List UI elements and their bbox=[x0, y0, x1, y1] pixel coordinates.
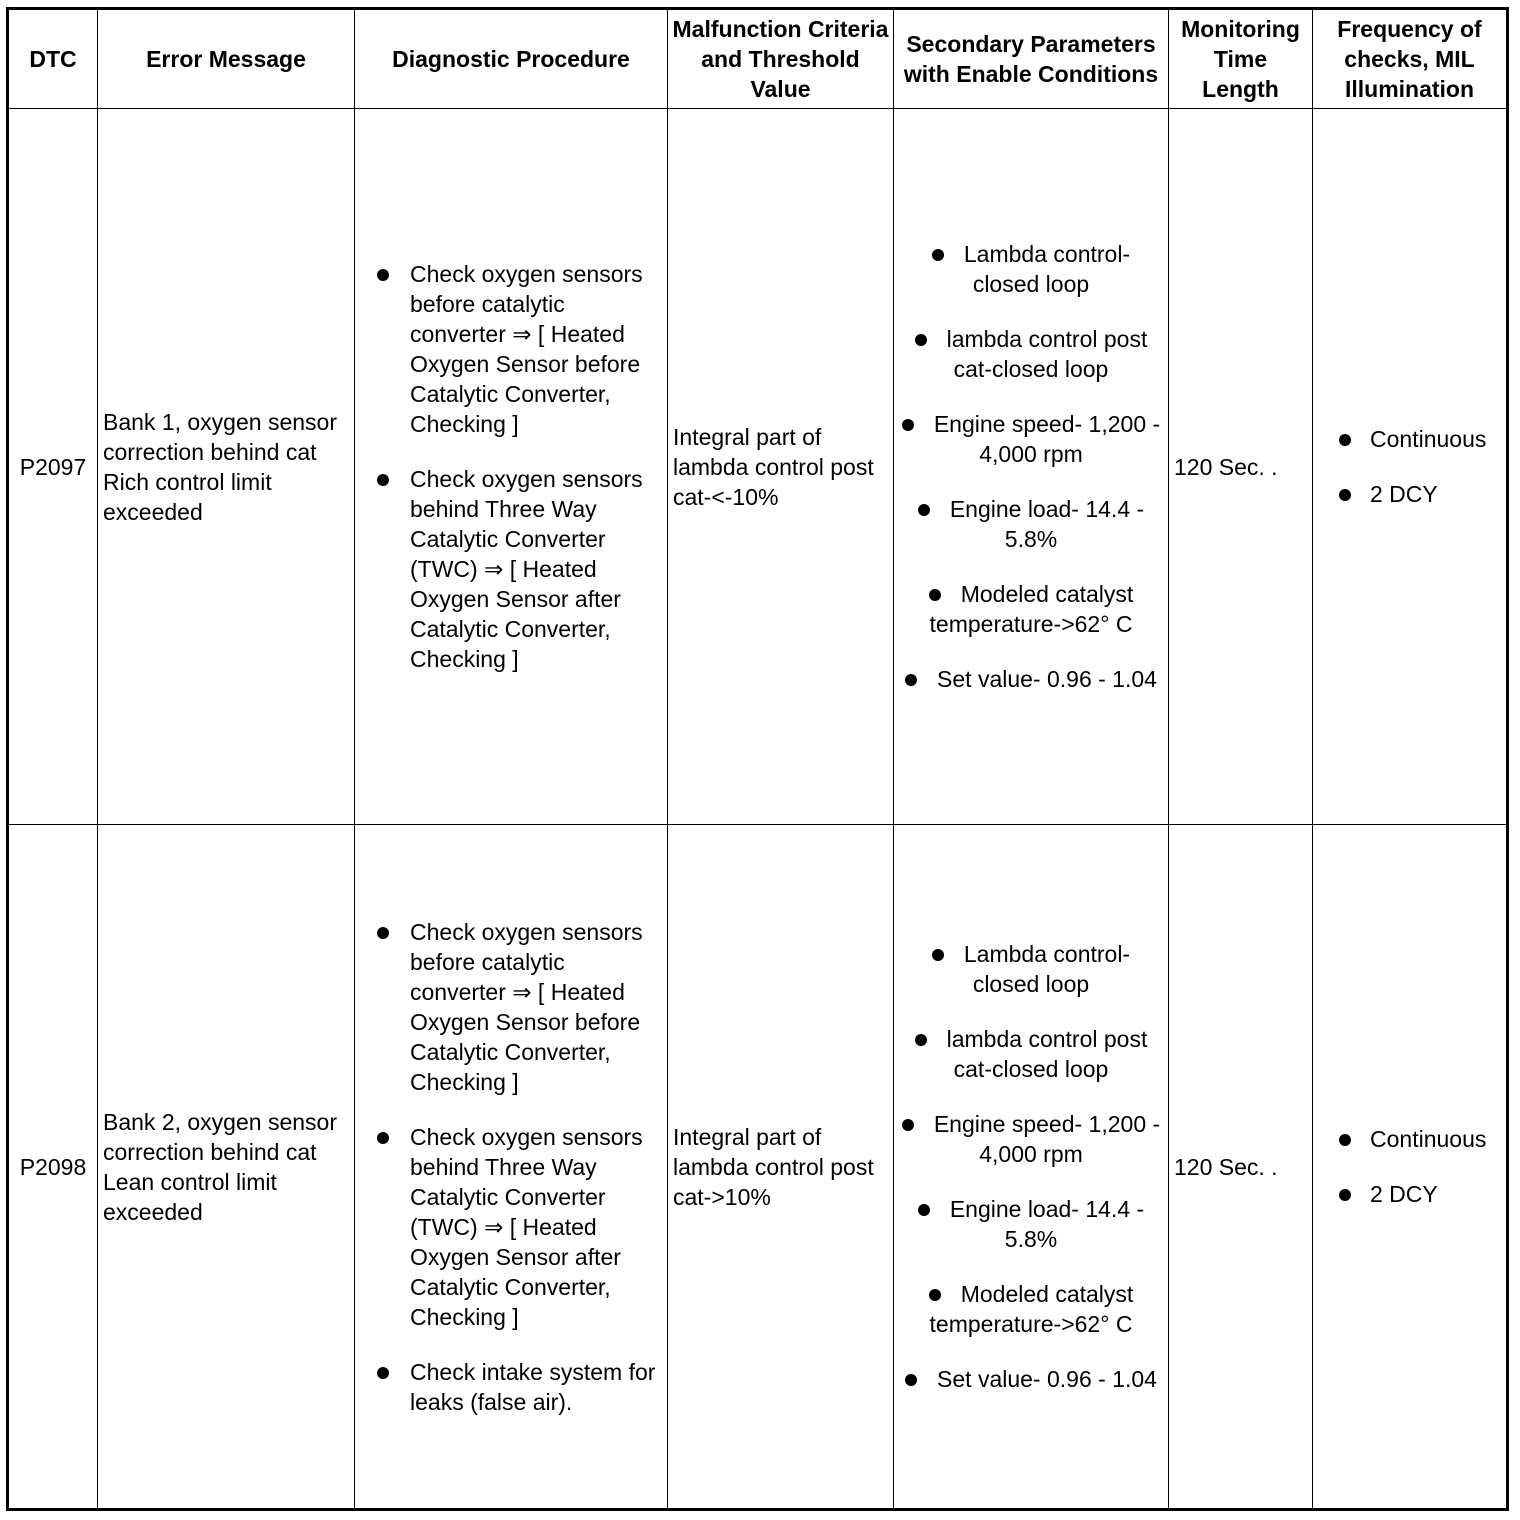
parameter-item: Engine load- 14.4 - 5.8% bbox=[899, 494, 1163, 554]
secondary-parameters bbox=[894, 109, 1169, 825]
frequency-list bbox=[1318, 424, 1501, 509]
header-monitoring-time: Monitoring Time Length bbox=[1169, 9, 1313, 109]
procedure-item: Check oxygen sensors behind Three Way Catalytic Converter (TWC) ⇒ [ Heated Oxygen Sensor after Catalytic Converter, Checking ] bbox=[410, 1122, 662, 1332]
procedure-item: Check oxygen sensors behind Three Way Catalytic Converter (TWC) ⇒ [ Heated Oxygen Sensor after Catalytic Converter, Checking ] bbox=[410, 464, 662, 674]
table-row bbox=[8, 109, 1508, 825]
parameter-item: lambda control post cat-closed loop bbox=[899, 1024, 1163, 1084]
header-diagnostic-procedure: Diagnostic Procedure bbox=[355, 9, 668, 109]
monitoring-time: 120 Sec. . bbox=[1169, 825, 1313, 1510]
procedure-list bbox=[360, 259, 662, 674]
procedure-item: Check oxygen sensors before catalytic converter ⇒ [ Heated Oxygen Sensor before Catalytic Converter, Checking ] bbox=[410, 917, 662, 1097]
header-error-message: Error Message bbox=[98, 9, 355, 109]
malfunction-criteria: Integral part of lambda control post cat->10% bbox=[668, 825, 894, 1510]
parameter-item: Modeled catalyst temperature->62° C bbox=[899, 1279, 1163, 1339]
frequency-list bbox=[1318, 1124, 1501, 1209]
dtc-code: P2098 bbox=[8, 825, 98, 1510]
table-row bbox=[8, 825, 1508, 1510]
frequency bbox=[1313, 825, 1508, 1510]
dtc-code: P2097 bbox=[8, 109, 98, 825]
parameter-item: Lambda control-closed loop bbox=[899, 939, 1163, 999]
parameter-item: Modeled catalyst temperature->62° C bbox=[899, 579, 1163, 639]
procedure-item: Check intake system for leaks (false air). bbox=[410, 1357, 662, 1417]
parameter-item: Set value- 0.96 - 1.04 bbox=[899, 664, 1163, 694]
parameter-item: Lambda control-closed loop bbox=[899, 239, 1163, 299]
frequency bbox=[1313, 109, 1508, 825]
parameter-item: Engine speed- 1,200 - 4,000 rpm bbox=[899, 1109, 1163, 1169]
malfunction-criteria: Integral part of lambda control post cat-<-10% bbox=[668, 109, 894, 825]
procedure-item: Check oxygen sensors before catalytic converter ⇒ [ Heated Oxygen Sensor before Catalytic Converter, Checking ] bbox=[410, 259, 662, 439]
error-message: Bank 1, oxygen sensor correction behind cat Rich control limit exceeded bbox=[98, 109, 355, 825]
parameter-item: lambda control post cat-closed loop bbox=[899, 324, 1163, 384]
header-row bbox=[8, 9, 1508, 109]
header-malfunction-criteria: Malfunction Criteria and Threshold Value bbox=[668, 9, 894, 109]
frequency-item: 2 DCY bbox=[1370, 479, 1501, 509]
dtc-table bbox=[6, 7, 1509, 1511]
header-frequency: Frequency of checks, MIL Illumination bbox=[1313, 9, 1508, 109]
parameter-list bbox=[899, 239, 1163, 694]
diagnostic-procedure bbox=[355, 109, 668, 825]
parameter-list bbox=[899, 939, 1163, 1394]
frequency-item: Continuous bbox=[1370, 424, 1501, 454]
header-secondary-parameters: Secondary Parameters with Enable Conditions bbox=[894, 9, 1169, 109]
parameter-item: Engine speed- 1,200 - 4,000 rpm bbox=[899, 409, 1163, 469]
procedure-list bbox=[360, 917, 662, 1417]
secondary-parameters bbox=[894, 825, 1169, 1510]
monitoring-time: 120 Sec. . bbox=[1169, 109, 1313, 825]
parameter-item: Set value- 0.96 - 1.04 bbox=[899, 1364, 1163, 1394]
diagnostic-procedure bbox=[355, 825, 668, 1510]
frequency-item: 2 DCY bbox=[1370, 1179, 1501, 1209]
parameter-item: Engine load- 14.4 - 5.8% bbox=[899, 1194, 1163, 1254]
frequency-item: Continuous bbox=[1370, 1124, 1501, 1154]
header-dtc: DTC bbox=[8, 9, 98, 109]
error-message: Bank 2, oxygen sensor correction behind cat Lean control limit exceeded bbox=[98, 825, 355, 1510]
